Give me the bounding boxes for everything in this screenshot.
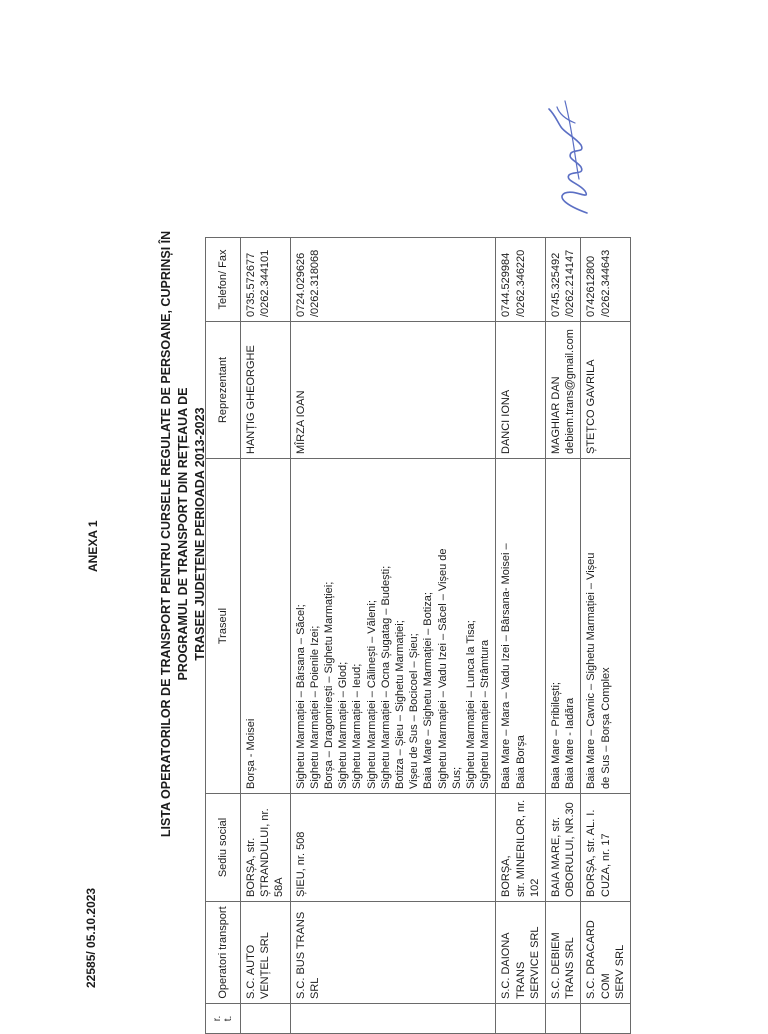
table-body xyxy=(241,238,631,1034)
cell-telefon xyxy=(290,238,496,322)
cell-telefon xyxy=(581,238,631,322)
cell-line: S.C. DRACARD COM xyxy=(585,920,612,999)
cell-line: 0735.572677 xyxy=(245,252,257,317)
cell-line: S.C. DEBIEM TRANS SRL xyxy=(550,932,577,999)
cell-reprezentant xyxy=(241,322,291,459)
header-reprezentant: Reprezentant xyxy=(206,322,241,459)
cell-operator xyxy=(581,902,631,1004)
cell-line: BORȘA, str. AL. I. xyxy=(585,809,598,897)
header-traseu: Traseul xyxy=(206,459,241,794)
cell-operator xyxy=(241,902,291,1004)
cell-nr xyxy=(290,1004,496,1034)
cell-sediu xyxy=(241,794,291,902)
cell-line: Borșa - Moisei xyxy=(245,718,257,789)
cell-line: SERVICE SRL xyxy=(528,926,541,999)
header-sediu: Sediu social xyxy=(206,794,241,902)
cell-line: Sighetu Marmației – Strâmtura xyxy=(479,639,492,789)
cell-reprezentant xyxy=(581,322,631,459)
cell-reprezentant xyxy=(496,322,546,459)
cell-line: Sighetu Marmației – Ieud; xyxy=(351,663,364,789)
cell-telefon xyxy=(496,238,546,322)
cell-sediu xyxy=(581,794,631,902)
cell-nr xyxy=(241,1004,291,1034)
table-row xyxy=(546,238,581,1034)
title-line: LISTA OPERATORILOR DE TRANSPORT PENTRU CURSELE REGULATE DE PERSOANE, CUPRINȘI ÎN PROGRAMUL DE TRANSPORT DIN REȚEAUA DE xyxy=(159,230,190,838)
cell-line: /0262.344643 xyxy=(599,249,612,317)
cell-traseu xyxy=(290,459,496,794)
cell-nr xyxy=(546,1004,581,1034)
cell-traseu xyxy=(546,459,581,794)
cell-line: MÎRZA IOAN xyxy=(294,390,307,454)
cell-sediu xyxy=(496,794,546,902)
cell-line: ȘTRANDULUI, nr. 58A xyxy=(259,808,286,897)
table-row xyxy=(581,238,631,1034)
title-line: TRASEE JUDEȚENE PERIOADA 2013-2023 xyxy=(193,407,207,661)
cell-line: Sighetu Marmației – Călinești – Văleni; xyxy=(365,600,378,789)
header-nr: r. t. xyxy=(206,1004,241,1034)
cell-line: Sus; xyxy=(450,766,463,789)
cell-line: /0262.214147 xyxy=(564,249,577,317)
cell-line: Botiza – Șieu – Sighetu Marmației; xyxy=(394,620,407,789)
document-number: 22585/ 05.10.2023 xyxy=(84,887,98,988)
cell-line: de Sus – Borșa Complex xyxy=(599,667,612,789)
cell-line: Sighetu Marmației – Glod; xyxy=(337,661,350,789)
document-title xyxy=(158,194,209,874)
cell-line: CUZA, nr. 17 xyxy=(599,833,612,897)
operators-table xyxy=(205,237,631,1034)
cell-line: Baia Mare – Pribilești; xyxy=(550,682,563,789)
cell-nr xyxy=(496,1004,546,1034)
cell-line: SERV SRL xyxy=(613,944,626,999)
cell-traseu xyxy=(581,459,631,794)
cell-line: 0744.529984 xyxy=(500,252,513,317)
cell-line: ȘIEU, nr. 508 xyxy=(294,831,307,897)
cell-line: Sighetu Marmației – Ocna Șugatag – Budești; xyxy=(379,565,392,789)
cell-sediu xyxy=(546,794,581,902)
cell-line: S.C. BUS TRANS SRL xyxy=(294,911,321,999)
cell-line: debiem.trans@gmail.com xyxy=(564,329,577,454)
cell-line: Baia Mare - Iadăra xyxy=(564,697,577,789)
cell-line: Sighetu Marmației – Bârsana – Săcel; xyxy=(294,604,307,789)
cell-line: /0262.344101 xyxy=(259,249,272,317)
cell-line: DANCI IONA xyxy=(500,389,513,454)
cell-line: Baia Borșa xyxy=(514,735,527,789)
cell-line: Baia Mare – Cavnic – Sighetu Marmației – Vișeu xyxy=(585,552,598,789)
cell-line: Borșa – Dragomirești – Sighetu Marmației; xyxy=(323,581,336,789)
cell-reprezentant xyxy=(290,322,496,459)
cell-line: Sighetu Marmației – Vadu Izei – Săcel – Vișeu de xyxy=(436,548,449,789)
table-row xyxy=(496,238,546,1034)
cell-operator xyxy=(290,902,496,1004)
cell-operator xyxy=(546,902,581,1004)
table-header-row xyxy=(206,238,241,1034)
cell-line: str. MINERILOR, nr. xyxy=(514,799,527,897)
cell-line: BAIA MARE, str. xyxy=(550,816,563,897)
cell-line: 0745.325492 xyxy=(550,252,563,317)
cell-line: 0742612800 xyxy=(585,255,598,317)
header-telefon: Telefon/ Fax xyxy=(206,238,241,322)
cell-line: ȘTEȚCO GAVRILA xyxy=(585,359,598,454)
cell-line: HANȚIG GHEORGHE xyxy=(245,345,257,454)
table-row xyxy=(290,238,496,1034)
cell-line: 0724.029626 xyxy=(294,252,307,317)
cell-line: Baia Mare – Sighetu Marmației – Botiza; xyxy=(422,592,435,789)
cell-telefon xyxy=(241,238,291,322)
cell-line: BORȘA, str. xyxy=(245,837,257,897)
cell-line: BORȘA, xyxy=(500,855,513,897)
cell-traseu xyxy=(241,459,291,794)
cell-line: MAGHIAR DAN xyxy=(550,376,563,454)
cell-line: /0262.346220 xyxy=(514,249,527,317)
cell-line: Sighetu Marmației – Lunca la Tisa; xyxy=(465,620,478,789)
cell-line: OBORULUI, NR.30 xyxy=(564,802,577,897)
cell-line: Vișeu de Sus – Bocicoel – Șieu; xyxy=(408,633,421,789)
cell-line: /0262.318068 xyxy=(308,249,321,317)
cell-traseu xyxy=(496,459,546,794)
table-row xyxy=(241,238,291,1034)
cell-nr xyxy=(581,1004,631,1034)
header-operator: Operatori transport xyxy=(206,902,241,1004)
cell-line: 102 xyxy=(528,878,541,897)
annex-heading: ANEXA 1 xyxy=(86,520,100,572)
cell-line: S.C. AUTO VENȚEL SRL xyxy=(245,932,272,999)
cell-sediu xyxy=(290,794,496,902)
cell-line: S.C. DAIONA TRANS xyxy=(500,932,527,999)
signature-image xyxy=(535,89,605,219)
cell-operator xyxy=(496,902,546,1004)
cell-line: Baia Mare – Mara – Vadu Izei – Bârsana- Moisei – xyxy=(500,543,513,789)
cell-reprezentant xyxy=(546,322,581,459)
cell-telefon xyxy=(546,238,581,322)
cell-line: Sighetu Marmației – Poienile Izei; xyxy=(308,625,321,789)
